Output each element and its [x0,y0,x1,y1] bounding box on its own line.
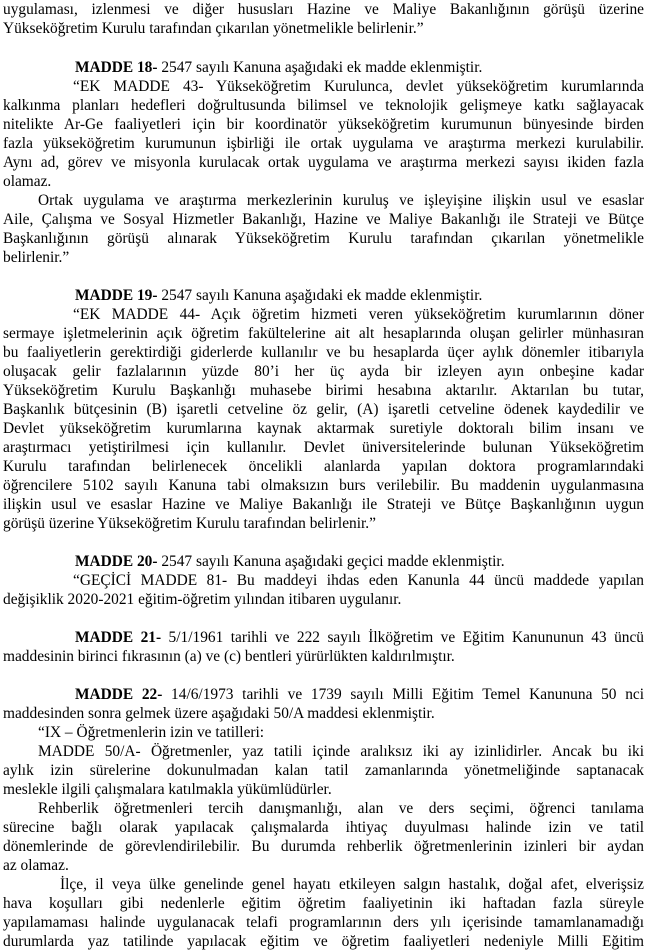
text-run: Ortak uygulama ve araştırma merkezlerinin kuruluş ve işleyişine ilişkin usul ve esaslar [38,192,644,209]
text-run: hava koşulları gibi nedenlerle eğitim öğretim faaliyetinin iki haftadan fazla süreyle [3,895,644,912]
text-line [3,457,644,476]
text-run: maddesinden sonra gelmek üzere aşağıdaki 50/A maddesi eklenmiştir. [3,705,435,722]
text-run: olamaz. [3,173,52,190]
text-line [38,191,644,210]
text-line [3,818,644,837]
text-run: 5/1/1961 tarihli ve 222 sayılı İlköğretim ve Eğitim Kanununun 43 üncü [161,629,644,646]
text-line [3,419,644,438]
text-run: nitelikte Ar-Ge faaliyetleri için bir koordinatör yükseköğretim kurumunun bünyesinde birden [3,116,644,133]
text-line [3,229,644,248]
text-line [3,400,644,419]
text-run: meslekle ilgili çalışmalara katılmakla yükümlüdürler. [3,781,332,798]
text-run: 2547 sayılı Kanuna aşağıdaki ek madde eklenmiştir. [157,287,483,304]
text-run: aylık izin sürelerine dokunulmadan kalan tatil zamanlarında yönetmeliğinde saptanacak [3,762,644,779]
text-line [3,837,644,856]
text-line [38,799,644,818]
text-line [3,514,376,533]
text-line [3,96,644,115]
text-run: sermaye işletmelerinin açık öğretim fakültelerine ait alt hesaplarında oluşan gelirler münhasıran [3,325,644,342]
text-run: İlçe, il veya ülke genelinde genel hayatı etkileyen salgın hastalık, doğal afet, elverişsiz [60,876,644,893]
text-line [3,172,51,191]
text-run: “IX – Öğretmenlerin izin ve tatilleri: [38,724,265,741]
text-run: 2547 sayılı Kanuna aşağıdaki ek madde eklenmiştir. [157,59,483,76]
text-line [75,58,482,77]
text-line [3,248,69,267]
text-line [3,761,644,780]
text-run: Başkanlığının görüşü alınarak Yükseköğretim Kurulu tarafından çıkarılan yönetmelikle [3,230,644,247]
text-line [75,286,482,305]
text-run: “EK MADDE 43- Yükseköğretim Kurulunca, devlet yükseköğretim kurumlarında [73,78,644,95]
article-number: MADDE 21- [75,629,162,646]
text-run: değişiklik 2020-2021 eğitim-öğretim yılından itibaren uygulanır. [3,591,402,608]
text-run: 2547 sayılı Kanuna aşağıdaki geçici madde eklenmiştir. [157,553,505,570]
text-run: bu faaliyetlerin gerektirdiği giderlerde kullanılır ve bu hesaplarda üçer aylık dönemler itibarıyla [3,344,644,361]
text-run: dönemlerinde de görevlendirilebilir. Bu durumda rehberlik öğretmenlerinin izinleri bir aydan [3,838,644,855]
text-run: Yükseköğretim Kurulu Başkanlığı muhasebe birimi hesabına aktarılır. Aktarılan bu tutar, [3,382,644,399]
text-run: Aile, Çalışma ve Sosyal Hizmetler Bakanlığı, Hazine ve Maliye Bakanlığı ile Strateji ve Bütçe [3,211,644,228]
text-run: yapılamaması halinde uygulanacak telafi programlarının ders yılı içerisinde tamamlanamadığı [3,914,644,931]
text-line [3,856,69,875]
text-line [75,552,505,571]
text-run: öğrencilere 5102 sayılı Kanuna tabi olmaksızın burs verilebilir. Bu maddenin uygulanmasına [3,477,644,494]
text-line [3,343,644,362]
text-line [3,495,644,514]
text-run: uygulaması, izlenmesi ve diğer hususları Hazine ve Maliye Bakanlığının görüşü üzerine [3,1,644,18]
text-run: durumlarda yaz tatilinde yapılacak eğitim ve öğretim faaliyetleri nedeniyle Milli Eğitim [3,933,644,950]
text-line [38,723,264,742]
text-run: ilişkin usul ve esaslar Hazine ve Maliye Bakanlığı ile Strateji ve Bütçe Başkanlığının uygun [3,496,644,513]
text-run: MADDE 50/A- Öğretmenler, yaz tatili içinde aralıksız iki ay izinlidirler. Ancak bu iki [38,743,644,760]
text-line [3,476,644,495]
article-number: MADDE 20- [75,553,158,570]
text-line [73,305,644,324]
text-run: Devlet yükseköğretim kurumlarına kaynak aktarmak suretiyle doktoralı bilim insanı ve [3,420,644,437]
text-line [3,210,644,229]
text-run: görüşü üzerine Yükseköğretim Kurulu tarafından belirlenir.” [3,515,376,532]
text-line [3,704,435,723]
text-run: Kurulu tarafından belirlenecek öncelikli alanlarda yapılan doktora programlarındaki [3,458,644,475]
text-run: Başkanlık bütçesinin (B) işaretli cetveline öz gelir, (A) işaretli cetveline ödenek kaydedilir ve [3,401,644,418]
text-run: kalkınma planları hedefleri doğrultusunda bilimsel ve teknolojik gelişmeye katkı sağlayacak [3,97,644,114]
text-run: “EK MADDE 44- Açık öğretim hizmeti veren yükseköğretim kurumlarının döner [73,306,644,323]
text-line [3,590,401,609]
article-number: MADDE 18- [75,59,158,76]
text-run: Yükseköğretim Kurulu tarafından çıkarılan yönetmelikle belirlenir.” [3,20,424,37]
article-number: MADDE 22- [75,686,163,703]
text-run: belirlenir.” [3,249,70,266]
text-run: Rehberlik öğretmenleri tercih danışmanlığı, alan ve ders seçimi, öğrenci tanılama [38,800,644,817]
text-line [3,932,644,951]
text-line [3,0,644,19]
text-line [75,628,644,647]
text-line [3,438,644,457]
text-line [75,685,644,704]
text-line [3,362,644,381]
text-run: araştırmacı yetiştirilmesi için kullanılır. Devlet üniversitelerinde bulunan Yükseköğretim [3,439,644,456]
text-line [3,153,644,172]
text-run: maddesinin birinci fıkrasının (a) ve (c) bentleri yürürlükten kaldırılmıştır. [3,648,455,665]
text-line [3,647,455,666]
text-run: az olamaz. [3,857,69,874]
text-line [73,571,644,590]
text-line [3,134,644,153]
text-run: “GEÇİCİ MADDE 81- Bu maddeyi ihdas eden Kanunla 44 üncü maddede yapılan [73,572,644,589]
text-line [3,324,644,343]
text-line [3,381,644,400]
text-line [73,77,644,96]
text-line [3,913,644,932]
text-run: sürecine bağlı olarak yapılacak çalışmalarda ihtiyaç duyulması halinde izin ve tatil [3,819,644,836]
text-line [38,742,644,761]
text-run: Aynı ad, görev ve misyonla kurulacak ortak uygulama ve araştırma merkezi sayısı ikiden fazla [3,154,644,171]
text-run: 14/6/1973 tarihli ve 1739 sayılı Milli Eğitim Temel Kanununa 50 nci [162,686,644,703]
article-number: MADDE 19- [75,287,158,304]
text-line [3,19,424,38]
text-run: oluşacak gelir fazlalarının yüzde 80’i her üç ayda bir izleyen ayın onbeşine kadar [3,363,644,380]
text-line [3,115,644,134]
text-run: fazla yükseköğretim kurumunun işbirliği ile ortak uygulama ve araştırma merkezi kurulabilir. [3,135,644,152]
text-line [3,780,332,799]
text-line [3,894,644,913]
text-line [60,875,644,894]
